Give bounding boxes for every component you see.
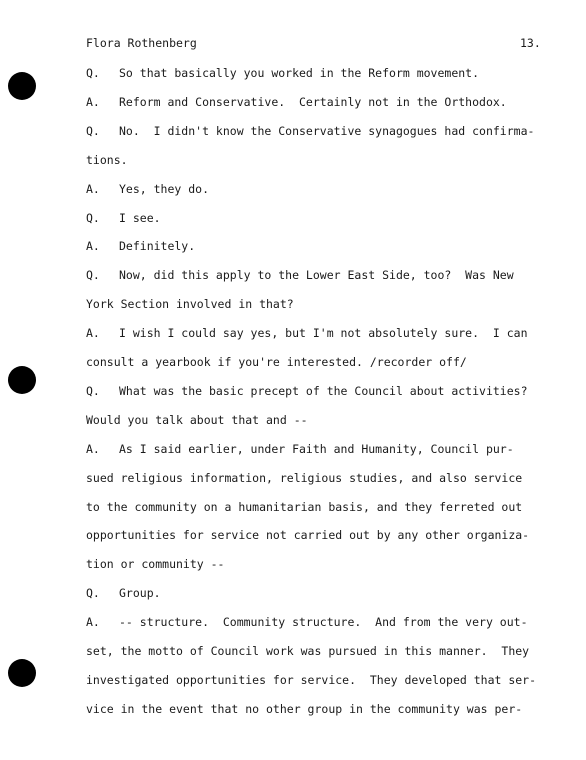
speaker-label: A. bbox=[86, 94, 100, 109]
speaker-label: Q. bbox=[86, 66, 100, 80]
transcript-line: to the community on a humanitarian basis, and they ferreted out bbox=[86, 499, 523, 514]
transcript-line: consult a yearbook if you're interested. /recorder off/ bbox=[86, 355, 467, 369]
transcript-line: Definitely. bbox=[119, 239, 196, 254]
speaker-label: A. bbox=[86, 239, 100, 254]
punch-hole bbox=[8, 659, 36, 687]
punch-hole bbox=[8, 366, 36, 394]
transcript-line: Yes, they do. bbox=[119, 181, 210, 196]
transcript-line: York Section involved in that? bbox=[86, 297, 294, 312]
page-number: 13. bbox=[520, 36, 541, 50]
transcript-line: Would you talk about that and -- bbox=[86, 412, 308, 427]
speaker-label: A. bbox=[86, 441, 100, 456]
transcript-line: So that basically you worked in the Reform movement. bbox=[119, 66, 480, 80]
transcript-line: sued religious information, religious studies, and also service bbox=[86, 470, 523, 485]
speaker-label: Q. bbox=[86, 123, 100, 138]
transcript-line: -- structure. Community structure. And from the very out- bbox=[119, 615, 528, 630]
transcript-line: What was the basic precept of the Council about activities? bbox=[119, 383, 528, 398]
speaker-label: Q. bbox=[86, 210, 100, 225]
punch-hole bbox=[8, 72, 36, 100]
transcript-line: Now, did this apply to the Lower East Side, too? Was New bbox=[119, 268, 514, 283]
transcript-line: tions. bbox=[86, 152, 128, 167]
transcript-line: Reform and Conservative. Certainly not in the Orthodox. bbox=[119, 94, 507, 109]
speaker-label: Q. bbox=[86, 268, 100, 283]
transcript-line: tion or community -- bbox=[86, 557, 225, 572]
transcript-line: I see. bbox=[119, 210, 161, 225]
transcript-line: Group. bbox=[119, 586, 161, 601]
speaker-label: Q. bbox=[86, 586, 100, 601]
interviewee-name: Flora Rothenberg bbox=[86, 36, 197, 50]
transcript-line: As I said earlier, under Faith and Humanity, Council pur- bbox=[119, 441, 514, 456]
speaker-label: Q. bbox=[86, 383, 100, 398]
speaker-label: A. bbox=[86, 615, 100, 630]
transcript-line: investigated opportunities for service. They developed that ser- bbox=[86, 672, 537, 687]
speaker-label: A. bbox=[86, 326, 100, 341]
speaker-label: A. bbox=[86, 181, 100, 196]
transcript-line: opportunities for service not carried out by any other organiza- bbox=[86, 528, 530, 543]
transcript-line: vice in the event that no other group in the community was per- bbox=[86, 701, 523, 716]
transcript-line: set, the motto of Council work was pursued in this manner. They bbox=[86, 644, 530, 658]
transcript-line: No. I didn't know the Conservative synagogues had confirma- bbox=[119, 123, 535, 138]
transcript-line: I wish I could say yes, but I'm not absolutely sure. I can bbox=[119, 326, 528, 341]
